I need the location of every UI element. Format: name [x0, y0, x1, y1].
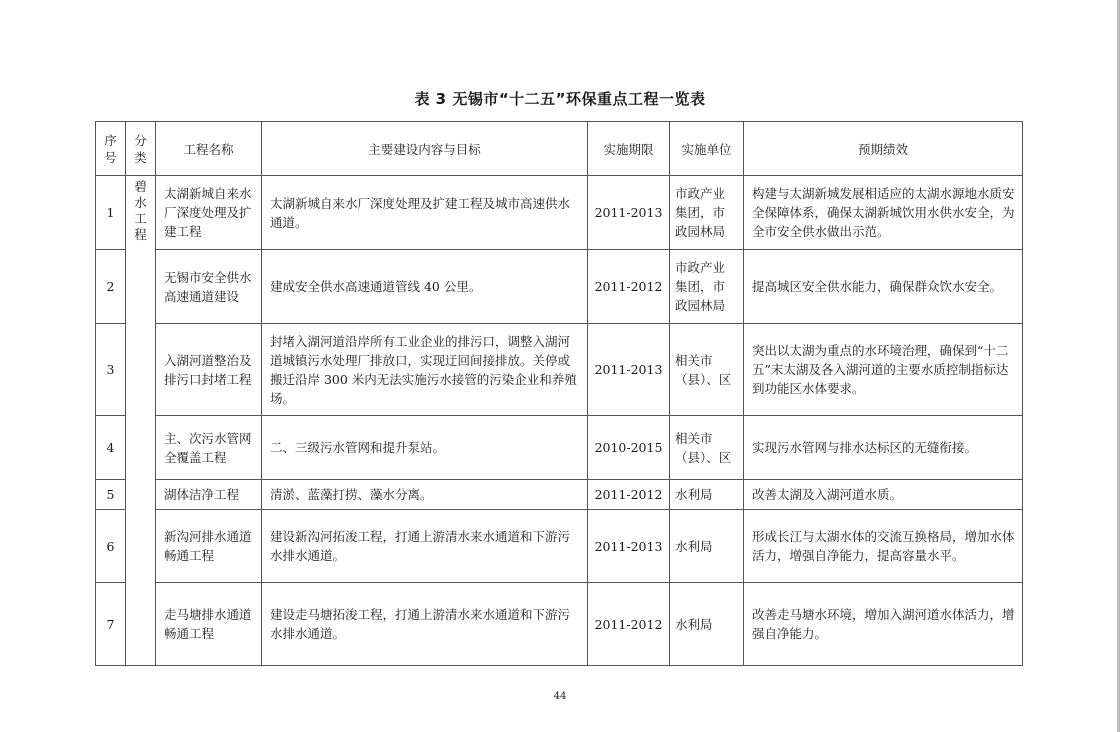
- row-period: 2011-2013: [588, 324, 670, 416]
- row-name: 走马塘排水通道畅通工程: [156, 583, 262, 666]
- header-content: 主要建设内容与目标: [262, 122, 588, 176]
- row-period: 2011-2013: [588, 510, 670, 583]
- row-name: 入湖河道整治及排污口封堵工程: [156, 324, 262, 416]
- row-seq: 7: [96, 583, 126, 666]
- row-content: 二、三级污水管网和提升泵站。: [262, 416, 588, 480]
- row-content: 建设新沟河拓浚工程，打通上游清水来水通道和下游污水排水通道。: [262, 510, 588, 583]
- row-perf: 改善太湖及入湖河道水质。: [744, 480, 1023, 510]
- row-content: 太湖新城自来水厂深度处理及扩建工程及城市高速供水通道。: [262, 176, 588, 250]
- row-unit: 水利局: [670, 583, 744, 666]
- row-perf: 形成长江与太湖水体的交流互换格局，增加水体活力，增强自净能力，提高容量水平。: [744, 510, 1023, 583]
- row-name: 太湖新城自来水厂深度处理及扩建工程: [156, 176, 262, 250]
- row-unit: 水利局: [670, 480, 744, 510]
- row-seq: 6: [96, 510, 126, 583]
- row-seq: 1: [96, 176, 126, 250]
- row-perf: 构建与太湖新城发展相适应的太湖水源地水质安全保障体系，确保太湖新城饮用水供水安全，为全市安全供水做出示范。: [744, 176, 1023, 250]
- header-category: 分 类: [126, 122, 156, 176]
- row-seq: 4: [96, 416, 126, 480]
- row-perf: 提高城区安全供水能力，确保群众饮水安全。: [744, 250, 1023, 324]
- row-unit: 相关市（县）、区: [670, 416, 744, 480]
- row-content: 建设走马塘拓浚工程，打通上游清水来水通道和下游污水排水通道。: [262, 583, 588, 666]
- table-row: [96, 583, 1023, 666]
- header-seq: 序 号: [96, 122, 126, 176]
- row-period: 2011-2013: [588, 176, 670, 250]
- row-name: 新沟河排水通道畅通工程: [156, 510, 262, 583]
- header-unit: 实施单位: [670, 122, 744, 176]
- row-perf: 改善走马塘水环境，增加入湖河道水体活力，增强自净能力。: [744, 583, 1023, 666]
- page-number: 44: [553, 691, 567, 702]
- row-content: 清淤、蓝藻打捞、藻水分离。: [262, 480, 588, 510]
- header-period: 实施期限: [588, 122, 670, 176]
- header-perf: 预期绩效: [744, 122, 1023, 176]
- row-content: 封堵入湖河道沿岸所有工业企业的排污口，调整入湖河道城镇污水处理厂排放口，实现迂回间接排放。关停或搬迁沿岸 300 米内无法实施污水接管的污染企业和养殖场。: [262, 324, 588, 416]
- row-seq: 2: [96, 250, 126, 324]
- row-period: 2010-2015: [588, 416, 670, 480]
- row-period: 2011-2012: [588, 480, 670, 510]
- row-perf: 实现污水管网与排水达标区的无缝衔接。: [744, 416, 1023, 480]
- header-name: 工程名称: [156, 122, 262, 176]
- category-cell: 碧 水 工 程: [126, 176, 156, 666]
- table-row: [96, 324, 1023, 416]
- row-perf: 突出以太湖为重点的水环境治理，确保到“十二五”末太湖及各入湖河道的主要水质控制指标达到功能区水体要求。: [744, 324, 1023, 416]
- table-row: [96, 416, 1023, 480]
- table-row: [96, 176, 1023, 250]
- table-row: [96, 510, 1023, 583]
- row-name: 无锡市安全供水高速通道建设: [156, 250, 262, 324]
- table-row: [96, 250, 1023, 324]
- row-unit: 市政产业集团，市政园林局: [670, 176, 744, 250]
- projects-table: [95, 121, 1023, 666]
- table-row: [96, 480, 1023, 510]
- header-row: [96, 122, 1023, 176]
- row-unit: 水利局: [670, 510, 744, 583]
- row-unit: 相关市（县）、区: [670, 324, 744, 416]
- row-seq: 5: [96, 480, 126, 510]
- row-period: 2011-2012: [588, 583, 670, 666]
- row-period: 2011-2012: [588, 250, 670, 324]
- row-content: 建成安全供水高速通道管线 40 公里。: [262, 250, 588, 324]
- table-title: 表 3 无锡市“十二五”环保重点工程一览表: [414, 90, 706, 108]
- row-seq: 3: [96, 324, 126, 416]
- row-unit: 市政产业集团，市政园林局: [670, 250, 744, 324]
- row-name: 主、次污水管网全覆盖工程: [156, 416, 262, 480]
- row-name: 湖体洁净工程: [156, 480, 262, 510]
